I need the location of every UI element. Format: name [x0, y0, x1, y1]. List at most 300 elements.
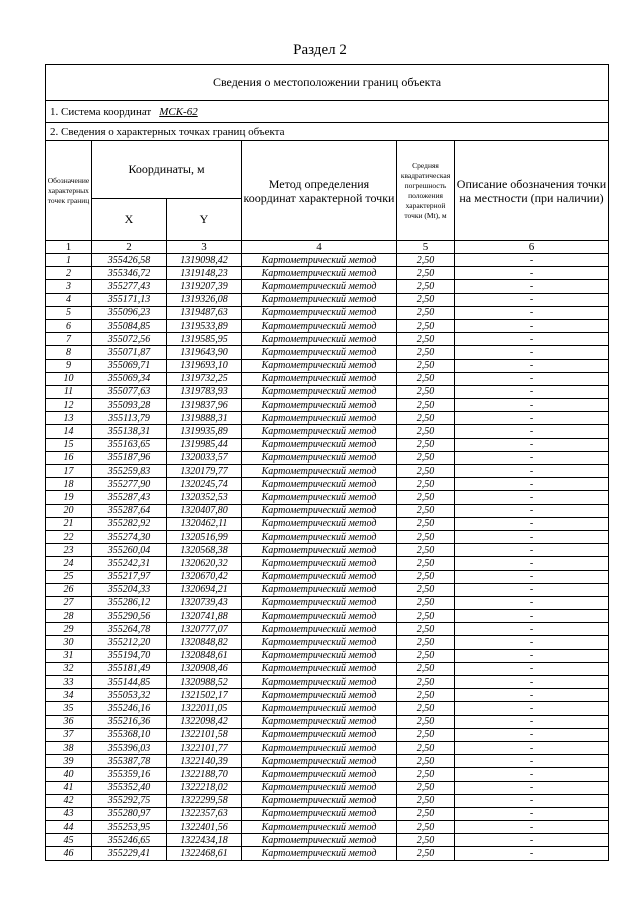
description-cell: -: [455, 346, 609, 359]
accuracy-cell: 2,50: [397, 425, 455, 438]
description-cell: -: [455, 438, 609, 451]
y-coordinate-cell: 1322401,56: [167, 821, 242, 834]
accuracy-cell: 2,50: [397, 755, 455, 768]
description-cell: -: [455, 478, 609, 491]
accuracy-cell: 2,50: [397, 465, 455, 478]
x-coordinate-cell: 355084,85: [92, 319, 167, 332]
header-point-designation: Обозначение характерных точек границ: [46, 141, 92, 241]
accuracy-cell: 2,50: [397, 557, 455, 570]
point-number-cell: 15: [46, 438, 92, 451]
y-coordinate-cell: 1319935,89: [167, 425, 242, 438]
accuracy-cell: 2,50: [397, 412, 455, 425]
description-cell: -: [455, 544, 609, 557]
x-coordinate-cell: 355144,85: [92, 676, 167, 689]
y-coordinate-cell: 1319148,23: [167, 267, 242, 280]
point-number-cell: 28: [46, 610, 92, 623]
table-row: [46, 570, 609, 583]
table-row: [46, 530, 609, 543]
x-coordinate-cell: 355217,97: [92, 570, 167, 583]
section-title: Раздел 2: [293, 42, 347, 58]
description-cell: -: [455, 557, 609, 570]
x-coordinate-cell: 355292,75: [92, 794, 167, 807]
column-number: 2: [92, 241, 167, 254]
accuracy-cell: 2,50: [397, 702, 455, 715]
y-coordinate-cell: 1320516,99: [167, 530, 242, 543]
accuracy-cell: 2,50: [397, 438, 455, 451]
accuracy-cell: 2,50: [397, 280, 455, 293]
method-cell: Картометрический метод: [242, 385, 397, 398]
table-row: [46, 794, 609, 807]
table-row: [46, 728, 609, 741]
table-row: [46, 412, 609, 425]
y-coordinate-cell: 1319732,25: [167, 372, 242, 385]
y-coordinate-cell: 1320462,11: [167, 517, 242, 530]
table-row: [46, 491, 609, 504]
accuracy-cell: 2,50: [397, 781, 455, 794]
point-number-cell: 4: [46, 293, 92, 306]
method-cell: Картометрический метод: [242, 438, 397, 451]
y-coordinate-cell: 1320568,38: [167, 544, 242, 557]
description-cell: -: [455, 689, 609, 702]
point-number-cell: 38: [46, 741, 92, 754]
x-coordinate-cell: 355187,96: [92, 451, 167, 464]
accuracy-cell: 2,50: [397, 399, 455, 412]
description-cell: -: [455, 728, 609, 741]
x-coordinate-cell: 355352,40: [92, 781, 167, 794]
y-coordinate-cell: 1320179,77: [167, 465, 242, 478]
method-cell: Картометрический метод: [242, 755, 397, 768]
y-coordinate-cell: 1322101,77: [167, 741, 242, 754]
y-coordinate-cell: 1319207,39: [167, 280, 242, 293]
method-cell: Картометрический метод: [242, 636, 397, 649]
accuracy-cell: 2,50: [397, 583, 455, 596]
accuracy-cell: 2,50: [397, 359, 455, 372]
accuracy-cell: 2,50: [397, 346, 455, 359]
y-coordinate-cell: 1319888,31: [167, 412, 242, 425]
table-title: Сведения о местоположении границ объекта: [46, 65, 609, 101]
table-row: [46, 807, 609, 820]
table-row: [46, 465, 609, 478]
description-cell: -: [455, 610, 609, 623]
point-number-cell: 31: [46, 649, 92, 662]
method-cell: Картометрический метод: [242, 544, 397, 557]
table-row: [46, 649, 609, 662]
y-coordinate-cell: 1320908,46: [167, 662, 242, 675]
coord-system-value: МСК-62: [159, 105, 198, 118]
accuracy-cell: 2,50: [397, 570, 455, 583]
column-number: 4: [242, 241, 397, 254]
point-number-cell: 33: [46, 676, 92, 689]
description-cell: -: [455, 306, 609, 319]
method-cell: Картометрический метод: [242, 583, 397, 596]
x-coordinate-cell: 355071,87: [92, 346, 167, 359]
method-cell: Картометрический метод: [242, 319, 397, 332]
y-coordinate-cell: 1322299,58: [167, 794, 242, 807]
accuracy-cell: 2,50: [397, 504, 455, 517]
accuracy-cell: 2,50: [397, 715, 455, 728]
table-row: [46, 280, 609, 293]
description-cell: -: [455, 834, 609, 847]
table-row: [46, 319, 609, 332]
x-coordinate-cell: 355253,95: [92, 821, 167, 834]
description-cell: -: [455, 333, 609, 346]
accuracy-cell: 2,50: [397, 372, 455, 385]
header-coordinates: Координаты, м: [92, 141, 242, 199]
y-coordinate-cell: 1319643,90: [167, 346, 242, 359]
column-number: 3: [167, 241, 242, 254]
point-number-cell: 32: [46, 662, 92, 675]
x-coordinate-cell: 355396,03: [92, 741, 167, 754]
method-cell: Картометрический метод: [242, 821, 397, 834]
accuracy-cell: 2,50: [397, 636, 455, 649]
x-coordinate-cell: 355387,78: [92, 755, 167, 768]
x-coordinate-cell: 355096,23: [92, 306, 167, 319]
description-cell: -: [455, 372, 609, 385]
x-coordinate-cell: 355069,34: [92, 372, 167, 385]
x-coordinate-cell: 355113,79: [92, 412, 167, 425]
method-cell: Картометрический метод: [242, 478, 397, 491]
description-cell: -: [455, 319, 609, 332]
method-cell: Картометрический метод: [242, 333, 397, 346]
table-row: [46, 702, 609, 715]
method-cell: Картометрический метод: [242, 728, 397, 741]
method-cell: Картометрический метод: [242, 623, 397, 636]
x-coordinate-cell: 355093,28: [92, 399, 167, 412]
table-row: [46, 544, 609, 557]
points-label: 2. Сведения о характерных точках границ объекта: [46, 123, 609, 141]
description-cell: -: [455, 465, 609, 478]
accuracy-cell: 2,50: [397, 530, 455, 543]
point-number-cell: 40: [46, 768, 92, 781]
description-cell: -: [455, 359, 609, 372]
x-coordinate-cell: 355216,36: [92, 715, 167, 728]
point-number-cell: 3: [46, 280, 92, 293]
point-number-cell: 20: [46, 504, 92, 517]
accuracy-cell: 2,50: [397, 517, 455, 530]
y-coordinate-cell: 1322188,70: [167, 768, 242, 781]
method-cell: Картометрический метод: [242, 359, 397, 372]
x-coordinate-cell: 355163,65: [92, 438, 167, 451]
description-cell: -: [455, 280, 609, 293]
method-cell: Картометрический метод: [242, 689, 397, 702]
point-number-cell: 18: [46, 478, 92, 491]
x-coordinate-cell: 355287,43: [92, 491, 167, 504]
accuracy-cell: 2,50: [397, 741, 455, 754]
accuracy-cell: 2,50: [397, 807, 455, 820]
y-coordinate-cell: 1320694,21: [167, 583, 242, 596]
point-number-cell: 24: [46, 557, 92, 570]
table-row: [46, 333, 609, 346]
accuracy-cell: 2,50: [397, 834, 455, 847]
table-row: [46, 755, 609, 768]
method-cell: Картометрический метод: [242, 768, 397, 781]
point-number-cell: 34: [46, 689, 92, 702]
method-cell: Картометрический метод: [242, 570, 397, 583]
x-coordinate-cell: 355242,31: [92, 557, 167, 570]
table-row: [46, 715, 609, 728]
y-coordinate-cell: 1320620,32: [167, 557, 242, 570]
table-row: [46, 438, 609, 451]
y-coordinate-cell: 1322140,39: [167, 755, 242, 768]
point-number-cell: 17: [46, 465, 92, 478]
x-coordinate-cell: 355171,13: [92, 293, 167, 306]
header-description: Описание обозначения точки на местности (при наличии): [455, 141, 609, 241]
point-number-cell: 10: [46, 372, 92, 385]
point-number-cell: 16: [46, 451, 92, 464]
method-cell: Картометрический метод: [242, 662, 397, 675]
table-row: [46, 662, 609, 675]
method-cell: Картометрический метод: [242, 372, 397, 385]
accuracy-cell: 2,50: [397, 333, 455, 346]
y-coordinate-cell: 1320988,52: [167, 676, 242, 689]
y-coordinate-cell: 1320777,07: [167, 623, 242, 636]
point-number-cell: 44: [46, 821, 92, 834]
x-coordinate-cell: 355069,71: [92, 359, 167, 372]
coord-system-label: 1. Система координат: [50, 105, 152, 118]
x-coordinate-cell: 355229,41: [92, 847, 167, 860]
y-coordinate-cell: 1322218,02: [167, 781, 242, 794]
point-number-cell: 21: [46, 517, 92, 530]
description-cell: -: [455, 267, 609, 280]
accuracy-cell: 2,50: [397, 293, 455, 306]
y-coordinate-cell: 1319585,95: [167, 333, 242, 346]
description-cell: -: [455, 662, 609, 675]
method-cell: Картометрический метод: [242, 306, 397, 319]
table-row: [46, 293, 609, 306]
description-cell: -: [455, 504, 609, 517]
y-coordinate-cell: 1322434,18: [167, 834, 242, 847]
accuracy-cell: 2,50: [397, 544, 455, 557]
method-cell: Картометрический метод: [242, 293, 397, 306]
method-cell: Картометрический метод: [242, 847, 397, 860]
y-coordinate-cell: 1319533,89: [167, 319, 242, 332]
y-coordinate-cell: 1320033,57: [167, 451, 242, 464]
method-cell: Картометрический метод: [242, 517, 397, 530]
point-number-cell: 7: [46, 333, 92, 346]
method-cell: Картометрический метод: [242, 504, 397, 517]
table-row: [46, 425, 609, 438]
y-coordinate-cell: 1320739,43: [167, 596, 242, 609]
table-row: [46, 741, 609, 754]
method-cell: Картометрический метод: [242, 794, 397, 807]
column-number: 5: [397, 241, 455, 254]
table-row: [46, 781, 609, 794]
y-coordinate-cell: 1319487,63: [167, 306, 242, 319]
x-coordinate-cell: 355277,90: [92, 478, 167, 491]
method-cell: Картометрический метод: [242, 280, 397, 293]
table-row: [46, 504, 609, 517]
point-number-cell: 36: [46, 715, 92, 728]
table-row: [46, 596, 609, 609]
y-coordinate-cell: 1321502,17: [167, 689, 242, 702]
x-coordinate-cell: 355274,30: [92, 530, 167, 543]
x-coordinate-cell: 355246,65: [92, 834, 167, 847]
method-cell: Картометрический метод: [242, 741, 397, 754]
point-number-cell: 22: [46, 530, 92, 543]
point-number-cell: 12: [46, 399, 92, 412]
point-number-cell: 5: [46, 306, 92, 319]
description-cell: -: [455, 399, 609, 412]
accuracy-cell: 2,50: [397, 385, 455, 398]
point-number-cell: 43: [46, 807, 92, 820]
description-cell: -: [455, 715, 609, 728]
point-number-cell: 42: [46, 794, 92, 807]
table-row: [46, 847, 609, 860]
table-row: [46, 689, 609, 702]
header-y: Y: [167, 199, 242, 241]
description-cell: -: [455, 821, 609, 834]
accuracy-cell: 2,50: [397, 451, 455, 464]
coord-system-row: [46, 101, 609, 123]
table-row: [46, 610, 609, 623]
description-cell: -: [455, 293, 609, 306]
method-cell: Картометрический метод: [242, 425, 397, 438]
x-coordinate-cell: 355368,10: [92, 728, 167, 741]
y-coordinate-cell: 1320848,61: [167, 649, 242, 662]
description-cell: -: [455, 636, 609, 649]
accuracy-cell: 2,50: [397, 676, 455, 689]
description-cell: -: [455, 425, 609, 438]
y-coordinate-cell: 1319693,10: [167, 359, 242, 372]
accuracy-cell: 2,50: [397, 478, 455, 491]
y-coordinate-cell: 1319326,08: [167, 293, 242, 306]
table-row: [46, 834, 609, 847]
description-cell: -: [455, 412, 609, 425]
method-cell: Картометрический метод: [242, 610, 397, 623]
accuracy-cell: 2,50: [397, 596, 455, 609]
point-number-cell: 26: [46, 583, 92, 596]
x-coordinate-cell: 355204,33: [92, 583, 167, 596]
table-row: [46, 676, 609, 689]
table-row: [46, 306, 609, 319]
table-row: [46, 346, 609, 359]
point-number-cell: 1: [46, 254, 92, 267]
y-coordinate-cell: 1322098,42: [167, 715, 242, 728]
accuracy-cell: 2,50: [397, 794, 455, 807]
point-number-cell: 45: [46, 834, 92, 847]
description-cell: -: [455, 755, 609, 768]
accuracy-cell: 2,50: [397, 728, 455, 741]
point-number-cell: 30: [46, 636, 92, 649]
x-coordinate-cell: 355426,58: [92, 254, 167, 267]
table-row: [46, 267, 609, 280]
method-cell: Картометрический метод: [242, 530, 397, 543]
y-coordinate-cell: 1320741,88: [167, 610, 242, 623]
accuracy-cell: 2,50: [397, 662, 455, 675]
column-numbers-row: [46, 241, 609, 254]
x-coordinate-cell: 355138,31: [92, 425, 167, 438]
method-cell: Картометрический метод: [242, 451, 397, 464]
method-cell: Картометрический метод: [242, 346, 397, 359]
point-number-cell: 9: [46, 359, 92, 372]
y-coordinate-cell: 1319985,44: [167, 438, 242, 451]
description-cell: -: [455, 254, 609, 267]
table-row: [46, 517, 609, 530]
description-cell: -: [455, 807, 609, 820]
x-coordinate-cell: 355194,70: [92, 649, 167, 662]
accuracy-cell: 2,50: [397, 267, 455, 280]
method-cell: Картометрический метод: [242, 491, 397, 504]
method-cell: Картометрический метод: [242, 702, 397, 715]
y-coordinate-cell: 1320848,82: [167, 636, 242, 649]
point-number-cell: 8: [46, 346, 92, 359]
description-cell: -: [455, 702, 609, 715]
description-cell: -: [455, 623, 609, 636]
description-cell: -: [455, 570, 609, 583]
x-coordinate-cell: 355282,92: [92, 517, 167, 530]
x-coordinate-cell: 355212,20: [92, 636, 167, 649]
y-coordinate-cell: 1320245,74: [167, 478, 242, 491]
method-cell: Картометрический метод: [242, 807, 397, 820]
method-cell: Картометрический метод: [242, 781, 397, 794]
x-coordinate-cell: 355077,63: [92, 385, 167, 398]
method-cell: Картометрический метод: [242, 649, 397, 662]
method-cell: Картометрический метод: [242, 412, 397, 425]
table-row: [46, 478, 609, 491]
method-cell: Картометрический метод: [242, 834, 397, 847]
x-coordinate-cell: 355264,78: [92, 623, 167, 636]
point-number-cell: 39: [46, 755, 92, 768]
description-cell: -: [455, 517, 609, 530]
point-number-cell: 23: [46, 544, 92, 557]
boundary-points-table: [45, 64, 609, 861]
point-number-cell: 46: [46, 847, 92, 860]
table-row: [46, 623, 609, 636]
y-coordinate-cell: 1319098,42: [167, 254, 242, 267]
accuracy-cell: 2,50: [397, 649, 455, 662]
x-coordinate-cell: 355346,72: [92, 267, 167, 280]
method-cell: Картометрический метод: [242, 399, 397, 412]
description-cell: -: [455, 451, 609, 464]
table-row: [46, 359, 609, 372]
table-row: [46, 583, 609, 596]
x-coordinate-cell: 355072,56: [92, 333, 167, 346]
method-cell: Картометрический метод: [242, 596, 397, 609]
point-number-cell: 29: [46, 623, 92, 636]
accuracy-cell: 2,50: [397, 491, 455, 504]
x-coordinate-cell: 355359,16: [92, 768, 167, 781]
accuracy-cell: 2,50: [397, 623, 455, 636]
point-number-cell: 6: [46, 319, 92, 332]
description-cell: -: [455, 649, 609, 662]
x-coordinate-cell: 355290,56: [92, 610, 167, 623]
table-row: [46, 372, 609, 385]
x-coordinate-cell: 355277,43: [92, 280, 167, 293]
point-number-cell: 2: [46, 267, 92, 280]
y-coordinate-cell: 1322011,05: [167, 702, 242, 715]
method-cell: Картометрический метод: [242, 557, 397, 570]
x-coordinate-cell: 355287,64: [92, 504, 167, 517]
description-cell: -: [455, 583, 609, 596]
accuracy-cell: 2,50: [397, 768, 455, 781]
header-x: X: [92, 199, 167, 241]
description-cell: -: [455, 794, 609, 807]
point-number-cell: 13: [46, 412, 92, 425]
description-cell: -: [455, 847, 609, 860]
point-number-cell: 19: [46, 491, 92, 504]
point-number-cell: 35: [46, 702, 92, 715]
table-row: [46, 557, 609, 570]
x-coordinate-cell: 355286,12: [92, 596, 167, 609]
table-row: [46, 399, 609, 412]
description-cell: -: [455, 781, 609, 794]
description-cell: -: [455, 676, 609, 689]
y-coordinate-cell: 1322468,61: [167, 847, 242, 860]
point-number-cell: 37: [46, 728, 92, 741]
column-number: 1: [46, 241, 92, 254]
y-coordinate-cell: 1322357,63: [167, 807, 242, 820]
table-row: [46, 385, 609, 398]
